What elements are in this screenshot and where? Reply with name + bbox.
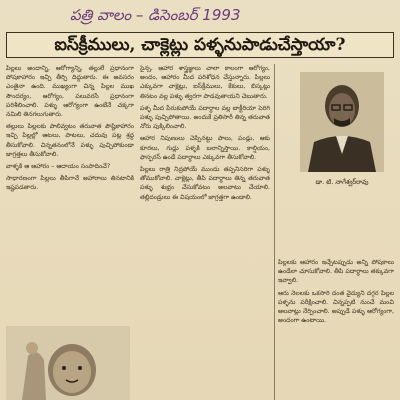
article-paragraph: పిల్లలు అందాన్ని, ఆరోగ్యాన్ని, తల్లులే ప్రధానంగా పోషకాహారం ఇచ్చి తీర్చి దిద్దుతారు. ఈ అవసరం ఎంతైనా ఉంది. ముఖ్యంగా చిన్న పిల్లల ముఖ సౌందర్యం, ఆరోగ్యం, పలువరసే ప్రధానంగా పరిశీలించాలి. పళ్ళు ఆరోగ్యంగా ఉంటేనే చక్కగా నమిలి తినగలుగుతారు. xyxy=(6,65,134,119)
masthead: పత్రి వాలం – డిసెంబర్ 1993 xyxy=(70,6,241,24)
article-column-1 xyxy=(6,64,134,324)
article-subheading: వాళ్ళకి ఆ ఆహారం – ఆదాయం సంపాదించే? xyxy=(6,163,111,171)
article-paragraph: పళ్ళ మీద పేరుకుపోయే పదార్థాల వల్ల బాక్టీరియా పెరిగి పళ్ళు పుచ్చిపోతాయి. అందుకే ప్రతిసారీ తిన్న తరువాత నోరు పుక్కిలించాలి. xyxy=(140,104,270,131)
article-column-3 xyxy=(278,258,394,400)
article-column-2 xyxy=(140,64,270,400)
column-divider xyxy=(274,64,275,400)
article-paragraph: ఆహార నిపుణులు చెప్పినట్టు పాలు, పండ్లు, ఆకు కూరలు, గుడ్లు పళ్ళకి బలాన్నిస్తాయి. కాల్షియం, ఫాస్ఫరస్ ఉండే పదార్థాలు ఎక్కువగా తీసుకోవాలి. xyxy=(140,135,270,161)
article-paragraph: తల్లులు పిల్లలకు పాలివ్వటం తరువాత పౌష్టికాహారం ఇచ్చి పిల్లల్లో ఆటలు, పాటలు, చదువు పట్ల శ్రద్ధ తీసుకోవాలి. చిన్నతనంలోనే పళ్ళు పుచ్చిపోకుండా జాగ్రత్తలు తీసుకోవాలి. xyxy=(6,123,134,158)
child-photo xyxy=(6,326,130,400)
article-paragraph: సాధారణంగా పిల్లలు తీపిగానే అహారాలు తినటానికి ఇష్టపడతారు. xyxy=(6,175,134,192)
article-paragraph: సైన్స, ఆహార శాస్త్రజ్ఞులు చాలా కాలంగా ఆరోగ్యం, అందం, ఆహారం మీద పరిశోధన చేస్తున్నారు. పిల్లలు ఎక్కువగా చాక్లెట్లు, ఐస్‌క్రీములు, కేకులు, బిస్కట్లు తినటం వల్ల పళ్ళు త్వరగా పాడవుతాయని చెబుతారు. xyxy=(140,65,270,100)
author-photo-caption: డా. టి. నాగేశ్వర్‌రావు xyxy=(315,178,369,186)
article-paragraph: పిల్లలకు ఆహారం ఇచ్చేటప్పుడు అన్ని పోషకాలు ఉండేలా చూసుకోవాలి. తీపి పదార్థాలు తక్కువగా ఇవ్వాలి. xyxy=(278,259,394,285)
article-headline: ఐస్‌క్రీములు, చాక్లెట్లు పళ్ళనుపాడుచేస్తాయా? xyxy=(6,32,394,58)
author-photo xyxy=(300,72,384,172)
article-paragraph: పిల్లలు రాత్రి నిద్రపోయే ముందు తప్పనిసరిగా పళ్ళు తోముకోవాలి. చాక్లెట్లు, తీపి పదార్థాలు తిన్న తరువాత పళ్ళు శుభ్రం చేసుకోవటం అలవాటు చేయాలి. తల్లిదండ్రులు ఈ విషయంలో జాగ్రత్తగా ఉండాలి. xyxy=(140,166,270,201)
article-paragraph: ఆరు నెలలకు ఒకసారి దంత వైద్యుని దగ్గర పిల్లల పళ్ళను పరీక్షించాలి. చిన్నప్పటి నుంచే మంచి అలవాట్లు నేర్పించాలి. అప్పుడే పళ్ళు ఆరోగ్యంగా, అందంగా ఉంటాయి. xyxy=(278,289,394,325)
